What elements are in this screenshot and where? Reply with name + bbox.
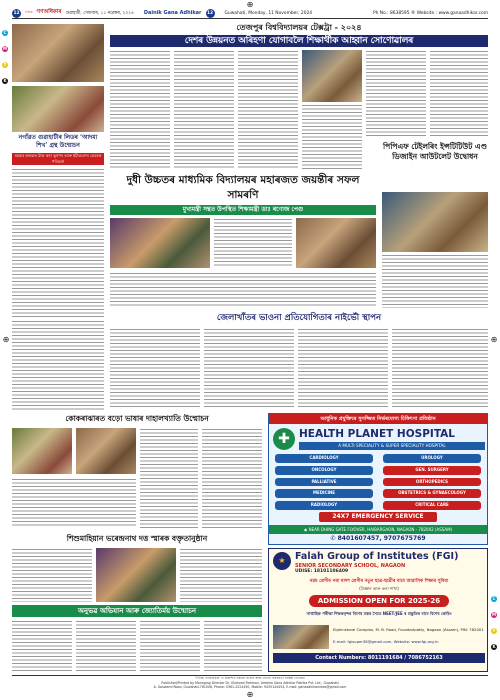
- pipfc-headline: পিপিএফ টেইলৰিং ইন্সটিটিউট এণ্ড ডিজাইন আউটলেট উদ্বোধন: [383, 142, 487, 161]
- hospital-logo-icon: ✚: [273, 428, 295, 450]
- nagaon-body-col-2: [12, 320, 104, 410]
- shishumahiyan-body-col-2: [180, 548, 262, 602]
- korajhar-body-col-3: [12, 478, 136, 528]
- dept-pill: GEN. SURGERY: [383, 466, 481, 475]
- contact-line: Ph No.: 8638595 ® Website : www.ganaadhikar.com: [372, 10, 488, 16]
- hospital-emergency: 24X7 EMERGENCY SERVICE: [319, 512, 437, 522]
- shishumahiyan-photo: [96, 548, 176, 602]
- hospital-name: HEALTH PLANET HOSPITAL: [299, 428, 455, 440]
- hospital-address-text: NEAR DHING GATE FLYOVER, HAIBARGAON, NAGAON - 782002 (ASSAM): [308, 527, 453, 532]
- falah-logo-icon: ★: [273, 552, 291, 570]
- korajhar-body-col-2: [202, 428, 262, 528]
- falah-line2: সাপ্তাহিক পৰীক্ষা শিক্ষকবৃন্দৰ বিশেষ যত্নৰ সৈতে NEET/JEE ৰ প্ৰস্তুতিৰ বাবে বিশেষ কোচিং: [306, 611, 452, 616]
- tezpur-headline: দেশৰ উন্নয়নত অৰিহণা যোগাবলৈ শিক্ষাৰ্থীক আহ্বান সোণোৱালৰ: [110, 35, 488, 47]
- falah-campus: Elphinstone Complex, M. B. Road, Fouzdaripatty, Nagaon (Assam), PIN: 782001: [333, 627, 484, 632]
- hospital-phone: [269, 534, 487, 544]
- shishumahiyan-headline: শিশুমাহিয়ান ভৰেন্দ্ৰনাথ দত্ত স্মাৰক বক্তৃতানুষ্ঠান: [66, 534, 208, 543]
- hospital-address: [269, 525, 487, 534]
- paper-name: Dainik Gana Adhikar: [143, 10, 202, 16]
- anutaran-body-col-2: [76, 620, 136, 672]
- cmyk-m: M: [3, 46, 7, 51]
- dept-pill: CRITICAL CARE: [383, 501, 481, 510]
- phone-icon: ✆: [330, 535, 338, 542]
- cmyk-c: C: [3, 30, 7, 35]
- tezpur-body-col-2: [174, 50, 234, 170]
- tezpur-body-col-4: [302, 104, 362, 170]
- shishumahiyan-body-col-1: [12, 548, 92, 602]
- registration-mark-right: ⊕: [490, 335, 498, 344]
- falah-line1: নৱম শ্ৰেণীৰ পৰা দ্বাদশ শ্ৰেণীৰ নতুন ছাত্ৰ-ছাত্ৰীৰ বাবে আৱাসিক শিক্ষাৰ সুবিধা: [309, 579, 449, 584]
- jail-body-col-4: [392, 328, 488, 408]
- dept-pill: CARDIOLOGY: [275, 454, 373, 463]
- cmyk-k: K: [3, 78, 7, 83]
- falah-campus-photo: [273, 625, 329, 649]
- nagaon-subhead: মহন্তৰ অনন্তত ঠাক কৰা ভূষণৰ আৰু ইটাচেলাৰ ভেৰেক পৰিবৰ্তা: [12, 153, 104, 165]
- nagaon-photo: [12, 86, 104, 132]
- tezpur-photo-2: [302, 50, 362, 102]
- cmyk-c-right: C: [492, 596, 496, 601]
- falah-line1-sub: (বিজ্ঞান আৰু কলা শাখা): [359, 586, 399, 591]
- dudhnoi-body-col-2: [110, 272, 376, 308]
- page-badge: 12: [206, 10, 214, 16]
- registration-mark-top: ⊕: [246, 0, 254, 9]
- brand-main: গণঅধিকাৰ: [36, 9, 62, 15]
- hospital-tagline: A MULTI SPECIALITY & SUPER SPECIALITY HOSPITAL: [299, 442, 485, 450]
- dept-pill: UROLOGY: [383, 454, 481, 463]
- anutaran-body-col-3: [140, 620, 200, 672]
- tezpur-body-col-1: [110, 50, 170, 170]
- hospital-departments: [275, 454, 481, 510]
- dept-pill: OBSTETRICS & GYNAECOLOGY: [383, 489, 481, 498]
- cmyk-strip-right: [491, 596, 499, 666]
- falah-admission: ADMISSION OPEN FOR 2025-26: [309, 595, 449, 607]
- nagaon-headline: নগাঁৱত গুৱাহাটীৰ লিডৰ ‘আদম্য শিখ’ গ্ৰন্থ উন্মোচন: [18, 134, 98, 149]
- hospital-ad: [268, 413, 488, 545]
- falah-ad: [268, 548, 488, 672]
- jail-body-col-1: [110, 328, 200, 408]
- registration-mark-bottom: ⊕: [246, 690, 254, 699]
- cmyk-k-right: K: [492, 644, 496, 649]
- falah-contacts: Contact Numbers: 8011191684 / 7086752163: [273, 653, 485, 663]
- dept-pill: PALLIATIVE: [275, 478, 373, 487]
- footer-line-2: Published/Printed by Managing Director Dr. Shahzad Rahman, Ambika Gana Adhikar Patrika Pvt. Ltd., Guwahati: [161, 680, 339, 685]
- location-pin-icon: ◉: [303, 527, 309, 532]
- dept-pill: RADIOLOGY: [275, 501, 373, 510]
- korajhar-photo-2: [76, 428, 136, 474]
- dudhnoi-photo-2: [296, 218, 376, 268]
- date-line: গুৱাহাটী, সোমবাৰ, ১১ নৱেম্বৰ, ২০২৪: [65, 10, 134, 16]
- korajhar-photo-1: [12, 428, 72, 474]
- tezpur-photo-1: [12, 24, 104, 82]
- footer-line-1: ‘দৈনিক গণঅধিকাৰ’ ত প্ৰকাশিত সকলো বাতৰি আৰু লেখাৰ দায়বদ্ধতা সংশ্লিষ্ট লেখকৰ।: [194, 676, 306, 680]
- page-number-badge: 12: [13, 10, 20, 16]
- korajhar-body-col-1: [140, 428, 198, 528]
- pipfc-body: [382, 254, 488, 308]
- pipfc-photo: [382, 192, 488, 252]
- jail-body-col-3: [298, 328, 388, 408]
- hospital-banner: আধুনিক প্ৰযুক্তিৰে সুসজ্জিত নিৰ্ভৰযোগ্য চিকিৎসা প্ৰতিষ্ঠান: [269, 414, 487, 424]
- falah-school: SENIOR SECONDARY SCHOOL, NAGAON: [295, 563, 406, 569]
- dudhnoi-body-col-1: [214, 218, 292, 268]
- footer-line-3: A. Goswami Road, Guwahati-781008, Phone: 0361-2224450, Mobile: 9435144454, E-mail: ganaadhikarnews@gmail.com: [153, 685, 347, 690]
- anutaran-body-col-1: [12, 620, 72, 672]
- falah-name: Falah Group of Institutes (FGI): [295, 551, 459, 562]
- tezpur-body-col-3: [238, 50, 298, 170]
- cmyk-strip-left: [2, 30, 10, 100]
- hospital-phone-text: 8401607457, 9707675769: [337, 535, 426, 542]
- english-date: Guwahati, Monday, 11 November, 2024: [224, 10, 313, 16]
- nagaon-body-col-1: [12, 168, 104, 318]
- anutaran-headline: অনুভৱ অভিযান আৰু জ্যোতিৰ্ময় উন্মোচন: [12, 605, 262, 617]
- dudhnoi-subhead: মুখ্যমন্ত্ৰী সন্থত উপস্থিত শিক্ষামন্ত্ৰী ডাঃ ৰণোজ পেগু: [110, 205, 376, 215]
- falah-email: E-mail: fgisuper38@gmail.com, Website: www.fgi.org.in: [333, 639, 439, 644]
- dept-pill: ONCOLOGY: [275, 466, 373, 475]
- registration-mark-left: ⊕: [2, 335, 10, 344]
- footer: [12, 675, 488, 690]
- jail-headline: জেলাখাঁতৰ ভাওনা প্ৰতিযোগিতাৰ নাইৰ্ভৌ স্থাপন: [216, 313, 382, 323]
- cmyk-y-right: Y: [492, 628, 496, 633]
- dept-pill: MEDICINE: [275, 489, 373, 498]
- anutaran-body-col-4: [204, 620, 262, 672]
- tezpur-body-col-5: [366, 50, 426, 138]
- dudhnoi-photo-1: [110, 218, 210, 268]
- brand-small: দৈনিক: [25, 10, 33, 14]
- dept-pill: ORTHOPEDICS: [383, 478, 481, 487]
- tezpur-body-col-6: [430, 50, 488, 138]
- dudhnoi-headline: দুধী উচ্চতৰ মাধ্যমিক বিদ্যালয়ৰ মহাৰজত জয়ন্তীৰ সফল সামৰণি: [126, 174, 360, 201]
- cmyk-y: Y: [3, 62, 7, 67]
- masthead: [12, 8, 488, 19]
- tezpur-kicker: তেজপুৰ বিশ্ববিদ্যালয়ৰ টেক্সট্ৰা - ২০২৪: [236, 23, 362, 32]
- korajhar-headline: কোকৰাঝাৰত বড়ো ভাষাৰ দাহালখ্যাতি উন্মোচন: [65, 414, 209, 423]
- cmyk-m-right: M: [492, 612, 496, 617]
- jail-body-col-2: [204, 328, 294, 408]
- falah-udise: UDISE: 18101106409: [295, 569, 349, 574]
